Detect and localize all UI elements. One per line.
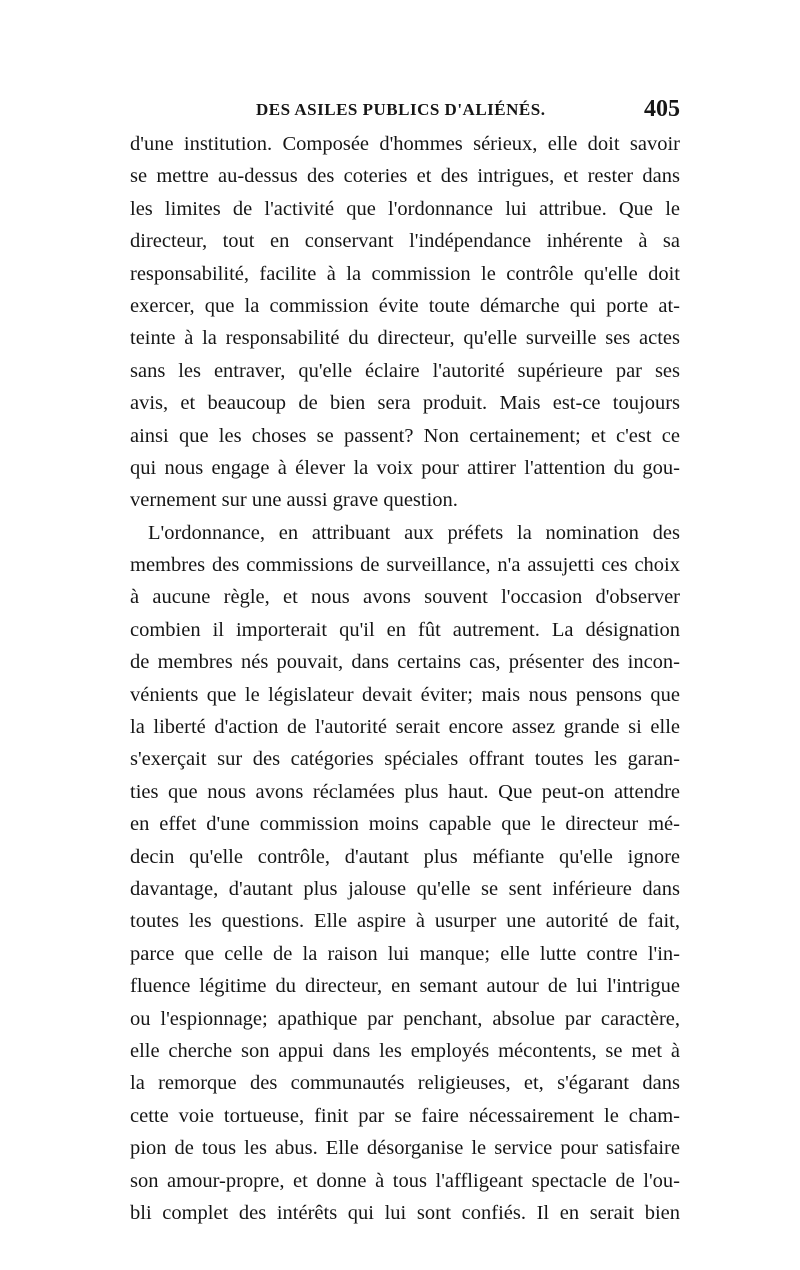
text-line: qui nous engage à élever la voix pour attirer l'attention du gou- xyxy=(130,456,680,479)
text-line: bli complet des intérêts qui lui sont confiés. Il en serait bien xyxy=(130,1201,680,1224)
text-line: exercer, que la commission évite toute démarche qui porte at- xyxy=(130,294,680,317)
text-line: son amour-propre, et donne à tous l'affligeant spectacle de l'ou- xyxy=(130,1169,680,1192)
text-line: ou l'espionnage; apathique par penchant, absolue par caractère, xyxy=(130,1007,680,1030)
text-line: L'ordonnance, en attribuant aux préfets la nomination des xyxy=(148,521,680,544)
text-line: ainsi que les choses se passent? Non certainement; et c'est ce xyxy=(130,424,680,447)
text-line: combien il importerait qu'il en fût autrement. La désignation xyxy=(130,618,680,641)
text-line: fluence légitime du directeur, en semant autour de lui l'intrigue xyxy=(130,975,680,998)
text-line: responsabilité, facilite à la commission le contrôle qu'elle doit xyxy=(130,262,680,285)
text-line: davantage, d'autant plus jalouse qu'elle se sent inférieure dans xyxy=(130,877,680,900)
text-line: de membres nés pouvait, dans certains cas, présenter des incon- xyxy=(130,651,680,674)
text-line: teinte à la responsabilité du directeur, qu'elle surveille ses actes xyxy=(130,327,680,350)
text-line: vernement sur une aussi grave question. xyxy=(130,489,458,512)
text-line: les limites de l'activité que l'ordonnance lui attribue. Que le xyxy=(130,197,680,220)
text-line: se mettre au-dessus des coteries et des intrigues, et rester dans xyxy=(130,165,680,188)
text-line: avis, et beaucoup de bien sera produit. Mais est-ce toujours xyxy=(130,392,680,415)
text-line: d'une institution. Composée d'hommes sérieux, elle doit savoir xyxy=(130,133,680,155)
body-text xyxy=(130,128,680,1229)
text-line: directeur, tout en conservant l'indépendance inhérente à sa xyxy=(130,230,680,253)
text-line: la liberté d'action de l'autorité serait encore assez grande si elle xyxy=(130,716,680,739)
text-line: elle cherche son appui dans les employés mécontents, se met à xyxy=(130,1039,680,1062)
running-header xyxy=(130,98,680,128)
text-line: pion de tous les abus. Elle désorganise le service pour satisfaire xyxy=(130,1137,680,1160)
text-line: parce que celle de la raison lui manque; elle lutte contre l'in- xyxy=(130,942,680,965)
text-line: la remorque des communautés religieuses, et, s'égarant dans xyxy=(130,1072,680,1095)
text-line: en effet d'une commission moins capable que le directeur mé- xyxy=(130,813,680,836)
text-line: membres des commissions de surveillance, n'a assujetti ces choix xyxy=(130,554,680,577)
text-line: sans les entraver, qu'elle éclaire l'autorité supérieure par ses xyxy=(130,359,680,382)
text-line: s'exerçait sur des catégories spéciales offrant toutes les garan- xyxy=(130,748,680,771)
running-title: DES ASILES PUBLICS D'ALIÉNÉS. xyxy=(256,100,546,119)
text-line: decin qu'elle contrôle, d'autant plus méfiante qu'elle ignore xyxy=(130,845,680,868)
text-line: à aucune règle, et nous avons souvent l'occasion d'observer xyxy=(130,586,680,609)
text-line: vénients que le législateur devait éviter; mais nous pensons que xyxy=(130,683,680,706)
text-line: toutes les questions. Elle aspire à usurper une autorité de fait, xyxy=(130,910,680,933)
text-line: ties que nous avons réclamées plus haut. Que peut-on attendre xyxy=(130,780,680,803)
page-number: 405 xyxy=(644,96,680,122)
text-line: cette voie tortueuse, finit par se faire nécessairement le cham- xyxy=(130,1104,680,1127)
